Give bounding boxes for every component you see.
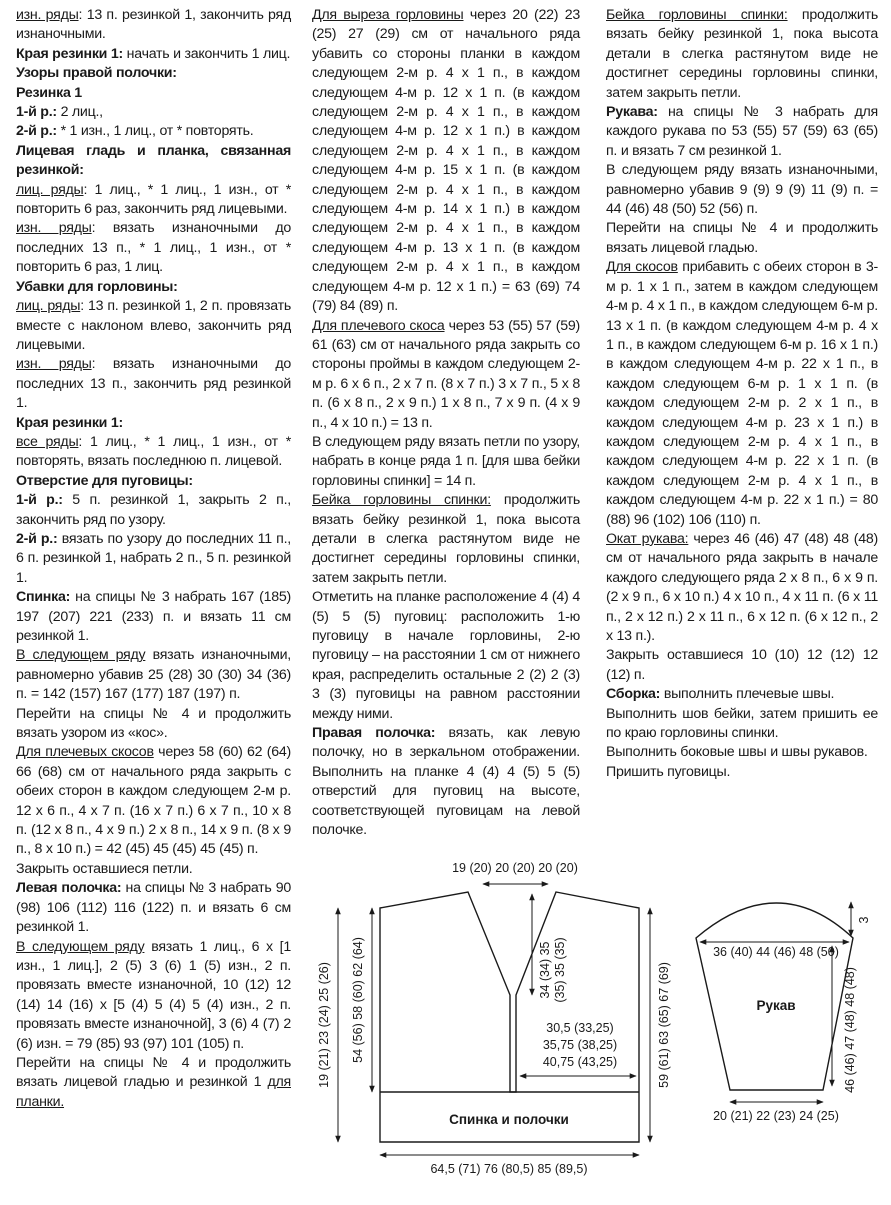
text-run: вязать 1 лиц., 6 х [1 изн., 1 лиц.], 2 (5) 3 (6) 1 (5) изн., 2 п. провязать вместе изнаночной, 10 (12) 12 (14) 14 (16) х [5 (4) 5 (4) 5 (4) изн., 2 п. провязать вместе изнаночной], 3 (6) 4 (7) 2 (6) изн. = 79 (85) 93 (97) 101 (105) п. [16,938,291,1052]
paragraph [606,219,878,258]
paragraph [16,181,291,220]
underlined-run: В следующем ряду [16,938,145,955]
bold-run: Рукава: [606,104,658,121]
paragraph [16,6,291,45]
bold-run: Убавки для горловины: [16,278,178,295]
paragraph [606,685,878,704]
paragraph [606,705,878,744]
underlined-run: Для выреза горловины [312,7,464,23]
text-run: В следующем ряду вязать петли по узору, набрать в конце ряда 1 п. [для шва бейки горловины спинки] = 14 п. [312,433,580,489]
bold-run: 2-й р.: [16,530,58,547]
bold-run: Спинка: [16,589,71,606]
front-width-label-2: 35,75 (38,25) [542,1038,618,1052]
sleeve-outline [696,903,853,1090]
sleeve-diagram-title: Рукав [756,998,796,1013]
paragraph [606,763,878,782]
column-2 [312,6,580,840]
paragraph [16,705,291,744]
text-run: Закрыть оставшиеся 10 (10) 12 (12) 12 (12) п. [606,647,878,683]
text-run: Отметить на планке расположение 4 (4) 4 (5) 5 (5) пуговиц: расположить 1-ю пуговицу в начале горловины, 2-ю пуговицу – на расстоянии 1 см от нижнего края, распределить остальные 2 (2) 2 (3) 3 (3) пуговицы на равном расстоянии между ними. [312,589,580,722]
body-outline [380,892,639,1142]
text-run: : 13 п. резинкой 1, 2 п. провязать вместе с наклоном влево, закончить ряд лицевыми. [16,298,292,353]
text-run: : вязать изнаночными до последних 13 п., * 1 лиц., 1 изн., от * повторить 6 раз, 1 лиц. [16,220,291,276]
paragraph [16,64,291,83]
bold-run: Края резинки 1: [16,45,123,62]
paragraph [16,297,291,355]
text-run: начать и закончить 1 лиц. [122,45,291,62]
underlined-run: Для плечевого скоса [312,317,445,334]
bold-run: Отверстие для пуговицы: [16,472,193,489]
text-run: продолжить вязать бейку резинкой 1, пока высота детали в слегка растянутом виде не достигнет середины горловины спинки, затем закрыть петли. [606,7,878,101]
paragraph [16,219,291,277]
bold-run: 1-й р.: [16,492,63,509]
underlined-run: лиц. ряды [16,298,81,315]
sleeve-diagram [696,903,853,1090]
text-run: вязать изнаночными, равномерно убавив 25 (28) 30 (30) 34 (36) п. = 142 (157) 167 (177) 187 (197) п. [16,647,291,703]
front-width-label-3: 40,75 (43,25) [542,1055,618,1069]
text-run: через 20 (22) 23 (25) 27 (29) см от начального ряда убавить со стороны планки в каждом следующем 2-м р. 4 х 1 п., в каждом следующем 4-м р. 12 х 1 п. (в каждом следующем 2-м р. 4 х 1 п., в каждом следующем 4-м р. 12 х 1 п.) в каждом следующем 2-м р. 4 х 1 п., в каждом следующем 4-м р. 15 х 1 п. (в каждом следующем 2-м р. 4 х 1 п., в каждом следующем 4-м р. 14 х 1 п.) в каждом следующем 2-м р. 4 х 1 п., в каждом следующем 4-м р. 13 х 1 п. (в каждом следующем 2-м р. 4 х 1 п., в каждом следующем 4-м р. 12 х 1 п.) = 63 (69) 74 (79) 84 (89) п. [312,7,580,315]
front-width-label-1: 30,5 (33,25) [546,1021,614,1035]
text-run: : 1 лиц., * 1 лиц., 1 изн., от * повторить 6 раз, закончить ряд лицевыми. [16,181,291,218]
text-run: : 1 лиц., * 1 лиц., 1 изн., от * повторять, вязать последнюю п. лицевой. [16,433,291,470]
column-3 [606,6,878,782]
paragraph [16,530,291,588]
paragraph [606,646,878,685]
paragraph [312,317,580,433]
text-run: на спицы № 3 набрать 167 (185) 197 (207) 221 (233) п. и вязать 11 см резинкой 1. [16,589,291,644]
paragraph [16,1054,291,1112]
paragraph [606,530,878,646]
paragraph [16,588,291,646]
paragraph [606,6,878,103]
body-diagram-title: Спинка и полочки [449,1112,569,1127]
underlined-run: лиц. ряды [16,181,84,198]
underlined-run: В следующем ряду [16,647,146,664]
text-run: : 13 п. резинкой 1, закончить ряд изнаночными. [16,7,291,43]
underlined-run: Для плечевых скосов [16,744,154,761]
paragraph [16,433,291,472]
cap-width-label: 36 (40) 44 (46) 48 (50) [713,945,839,959]
schematics [298,850,891,1200]
dim-left-outer-label: 19 (21) 23 (24) 25 (26) [317,962,331,1088]
text-run: 2 лиц., [56,104,103,121]
dim-neck-label-a: 34 (34) 35 [538,941,552,999]
bold-run: Сборка: [606,686,661,703]
paragraph [16,879,291,937]
text-run: В следующем ряду вязать изнаночными, равномерно убавив 9 (9) 9 (9) 11 (9) п. = 44 (46) 48 (50) 52 (56) п. [606,162,878,218]
paragraph [16,646,291,704]
text-run: Перейти на спицы № 4 и продолжить вязать лицевой гладью. [606,220,878,256]
text-run: Перейти на спицы № 4 и продолжить вязать лицевой гладью и резинкой 1 [16,1054,291,1091]
paragraph [16,103,291,122]
paragraph [312,491,580,588]
text-run: Выполнить шов бейки, затем пришить ее по краю горловины спинки. [606,705,878,742]
paragraph [16,860,291,879]
paragraph [312,724,580,840]
text-run: * 1 изн., 1 лиц., от * повторять. [56,123,254,140]
column-1 [16,6,291,1112]
bold-run: 2-й р.: [16,123,57,140]
bold-run: Края резинки 1: [16,414,123,431]
paragraph [606,743,878,762]
text-run: на спицы № 3 набрать для каждого рукава по 53 (55) 57 (59) 63 (65) п. и вязать 7 см резинкой 1. [606,104,878,159]
cap-height-label: 3 [857,916,871,924]
paragraph [16,278,291,297]
text-run: вязать, как левую полочку, но в зеркальном отображении. Выполнить на планке 4 (4) 4 (5) 5 (5) отверстий для пуговиц на высоте, соответствующей пуговицам на левой полочке. [312,725,581,839]
dim-bottom-width-label: 64,5 (71) 76 (80,5) 85 (89,5) [430,1162,588,1176]
underlined-run: изн. ряды [16,220,92,237]
underlined-run: Окат рукава: [606,530,689,547]
text-run: Перейти на спицы № 4 и продолжить вязать узором из «кос». [16,705,291,742]
text-run: : вязать изнаночными до последних 13 п., закончить ряд резинкой 1. [16,356,291,412]
paragraph [606,161,878,219]
text-run: через 53 (55) 57 (59) 61 (63) см от начального ряда закрыть со стороны проймы в каждом следующем 2-м р. 6 х 6 п., 2 х 7 п. (8 х 7 п.) 3 х 7 п., 5 х 8 п. (6 х 8 п., 2 х 9 п.) 1 х 8 п., 7 х 9 п. (4 х 9 п., 4 х 10 п.) = 13 п. [312,317,580,431]
text-run: вязать по узору до последних 11 п., 6 п. резинкой 1, набрать 2 п., 5 п. резинкой 1. [16,530,291,586]
text-run: через 46 (46) 47 (48) 48 (48) см от начального ряда закрыть в начале каждого следующего ряда 2 х 8 п., 6 х 9 п. (2 х 9 п., 6 х 10 п.) 4 х 10 п., 4 х 11 п. (6 х 11 п., 2 х 12 п.) 2 х 11 п., 6 х 12 п. (6 х 12 п., 2 х 13 п.). [606,530,878,644]
paragraph [606,103,878,161]
text-run: продолжить вязать бейку резинкой 1, пока высота детали в слегка растянутом виде не достигнет середины горловины спинки, затем закрыть петли. [312,492,580,586]
paragraph [16,472,291,491]
dim-right-total-label: 59 (61) 63 (65) 67 (69) [657,962,671,1088]
dim-neck-label-b: (35) 35 (35) [553,937,567,1003]
underlined-run: для планки. [16,1074,291,1110]
paragraph [16,122,291,141]
underlined-run: изн. ряды [16,356,92,373]
cuff-width-label: 20 (21) 22 (23) 24 (25) [713,1109,839,1123]
text-run: прибавить с обеих сторон в 3-м р. 1 х 1 п., затем в каждом следующем 4-м р. 4 х 1 п., в каждом следующем 6-м р. 13 х 1 п. (в каждом следующем 4-м р. 4 х 1 п., в каждом следующем 6-м р. 16 х 1 п.) в каждом следующем 4-м р. 22 х 1 п., в каждом следующем 6-м р. 1 х 1 п. (в каждом следующем 2-м р. 2 х 1 п., в каждом следующем 4-м р. 23 х 1 п.) в каждом следующем 2-м р. 4 х 1 п., в каждом следующем 4-м р. 22 х 1 п. (в каждом следующем 2-м р. 4 х 1 п., в каждом следующем 4-м р. 22 х 1 п.) = 80 (88) 96 (102) 106 (110) п. [606,259,878,528]
paragraph [16,743,291,859]
text-run: выполнить плечевые швы. [660,686,835,703]
bold-run: Правая полочка: [312,725,436,742]
text-run: Выполнить боковые швы и швы рукавов. [606,744,868,761]
underlined-run: изн. ряды [16,7,79,23]
paragraph [16,142,291,181]
text-run: на спицы № 3 набрать 90 (98) 106 (112) 116 (122) п. и вязать 6 см резинкой 1. [16,880,291,936]
paragraph [16,491,291,530]
bold-run: 1-й р.: [16,104,57,121]
dim-left-inner-label: 54 (56) 58 (60) 62 (64) [351,937,365,1063]
text-run: Пришить пуговицы. [606,763,731,780]
paragraph [16,84,291,103]
bold-run: Резинка 1 [16,84,82,101]
underlined-run: все ряды [16,433,79,450]
sleeve-length-label: 46 (46) 47 (48) 48 (48) [843,967,857,1093]
bold-run: Узоры правой полочки: [16,65,177,82]
text-run: Закрыть оставшиеся петли. [16,860,193,877]
bold-run: Левая полочка: [16,880,122,897]
paragraph [16,355,291,413]
body-piece-diagram [380,892,639,1142]
underlined-run: Бейка горловины спинки: [606,7,788,23]
paragraph [606,258,878,530]
paragraph [16,938,291,1054]
underlined-run: Бейка горловины спинки: [312,492,491,509]
underlined-run: Для скосов [606,259,678,276]
paragraph [312,433,580,491]
paragraph [312,588,580,724]
text-run: через 58 (60) 62 (64) 66 (68) см от начального ряда закрыть с обеих сторон в каждом следующем 2-м р. 12 х 6 п., 4 х 7 п. (16 х 7 п.) 6 х 7 п., 10 х 8 п. (12 х 8 п., 4 х 9 п.) 2 х 8 п., 14 х 9 п. (8 х 9 п., 8 х 10 п.) = 42 (45) 45 (45) 45 (45) п. [16,744,291,858]
paragraph [312,6,580,317]
paragraph [16,414,291,433]
dim-top-width-label: 19 (20) 20 (20) 20 (20) [452,861,578,875]
bold-run: Лицевая гладь и планка, связанная резинкой: [16,142,291,179]
text-run: 5 п. резинкой 1, закрыть 2 п., закончить ряд по узору. [16,492,291,528]
paragraph [16,45,291,64]
